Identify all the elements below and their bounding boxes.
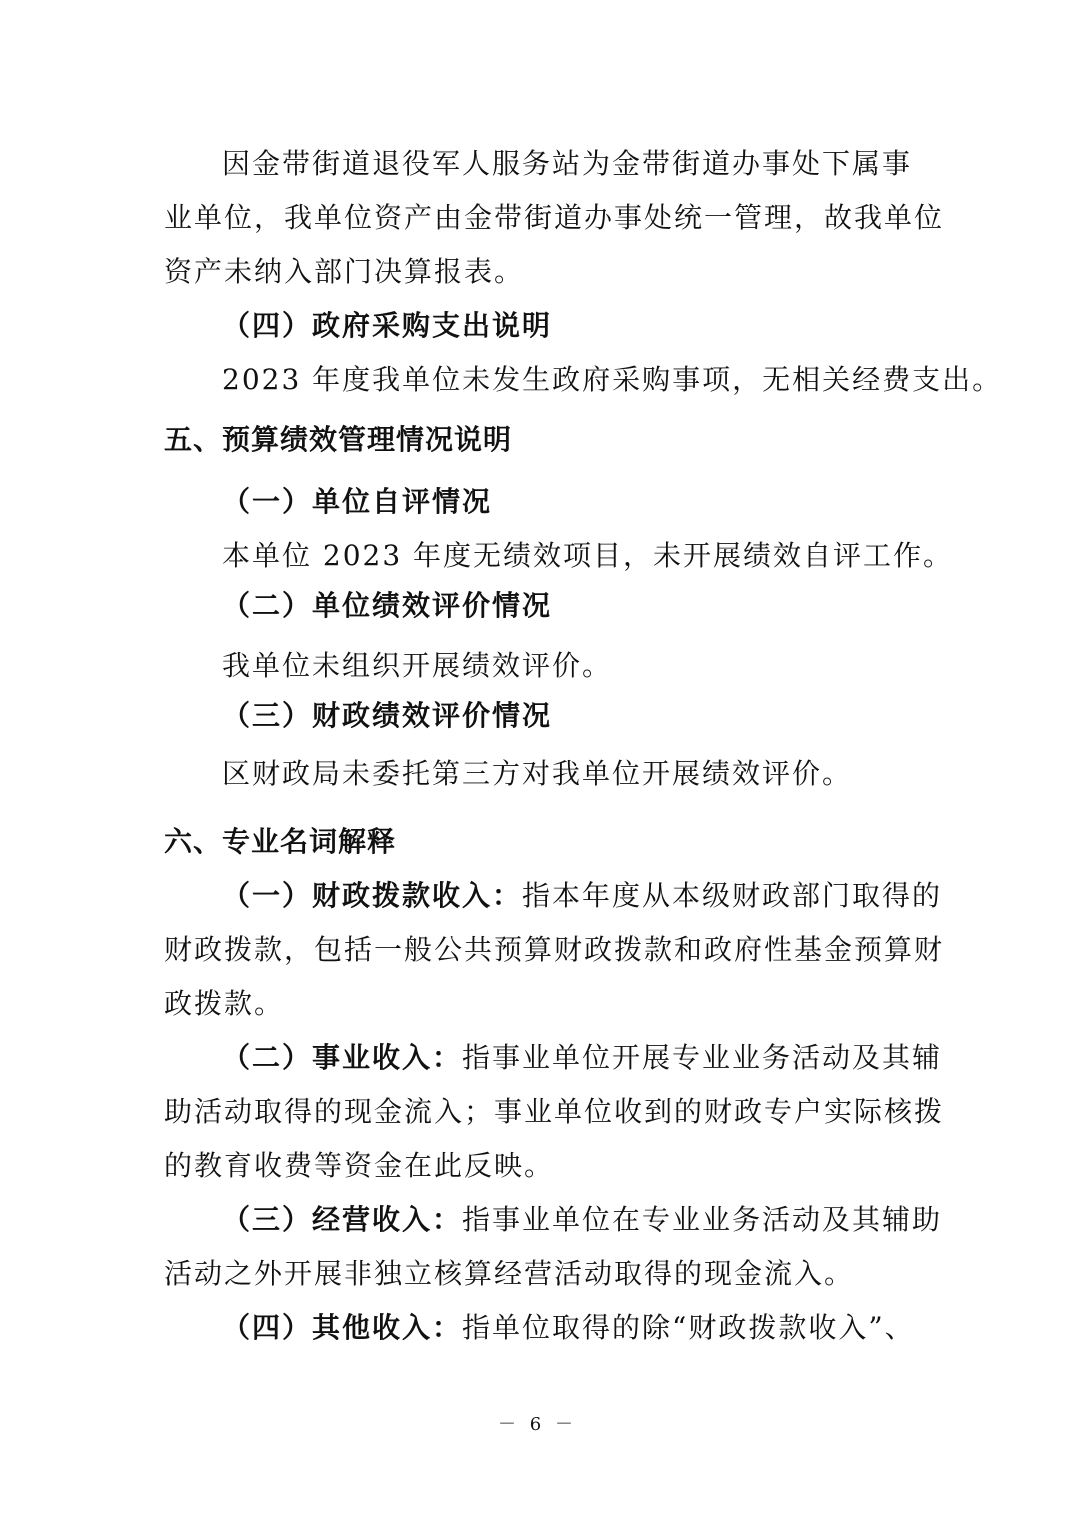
paragraph-line: 财政拨款，包括一般公共预算财政拨款和政府性基金预算财 — [164, 933, 945, 966]
term-text: 指事业单位在专业业务活动及其辅助 — [462, 1203, 943, 1236]
paragraph-line: 政拨款。 — [164, 987, 285, 1020]
paragraph-line: 区财政局未委托第三方对我单位开展绩效评价。 — [222, 757, 853, 790]
term-label: （一）财政拨款收入： — [222, 879, 523, 912]
term-label: （二）事业收入： — [222, 1041, 463, 1074]
paragraph-line: 的教育收费等资金在此反映。 — [164, 1149, 555, 1182]
paragraph-line: 本单位 2023 年度无绩效项目，未开展绩效自评工作。 — [222, 539, 954, 572]
term-label: （三）经营收入： — [222, 1203, 463, 1236]
section-heading: 六、专业名词解释 — [164, 825, 397, 858]
subsection-heading: （三）财政绩效评价情况 — [222, 699, 553, 732]
paragraph-line: 因金带街道退役军人服务站为金带街道办事处下属事 — [222, 147, 913, 180]
section-heading: 五、预算绩效管理情况说明 — [164, 423, 513, 456]
paragraph-line: 2023 年度我单位未发生政府采购事项，无相关经费支出。 — [222, 363, 1003, 396]
term-text: 指事业单位开展专业业务活动及其辅 — [462, 1041, 943, 1074]
term-definition-line — [222, 1202, 982, 1238]
term-definition-line — [222, 1310, 982, 1346]
paragraph-line: 活动之外开展非独立核算经营活动取得的现金流入。 — [164, 1257, 855, 1290]
term-text: 指单位取得的除“财政拨款收入”、 — [462, 1311, 915, 1344]
subsection-heading: （四）政府采购支出说明 — [222, 309, 553, 342]
paragraph-line: 我单位未组织开展绩效评价。 — [222, 649, 613, 682]
subsection-heading: （一）单位自评情况 — [222, 485, 493, 518]
term-definition-line — [222, 878, 982, 914]
subsection-heading: （二）单位绩效评价情况 — [222, 589, 553, 622]
term-text: 指本年度从本级财政部门取得的 — [522, 879, 943, 912]
paragraph-line: 助活动取得的现金流入；事业单位收到的财政专户实际核拨 — [164, 1095, 945, 1128]
paragraph-line: 业单位，我单位资产由金带街道办事处统一管理，故我单位 — [164, 201, 945, 234]
paragraph-line: 资产未纳入部门决算报表。 — [164, 255, 525, 288]
page-number: － 6 － — [498, 1414, 577, 1435]
term-label: （四）其他收入： — [222, 1311, 463, 1344]
term-definition-line — [222, 1040, 982, 1076]
